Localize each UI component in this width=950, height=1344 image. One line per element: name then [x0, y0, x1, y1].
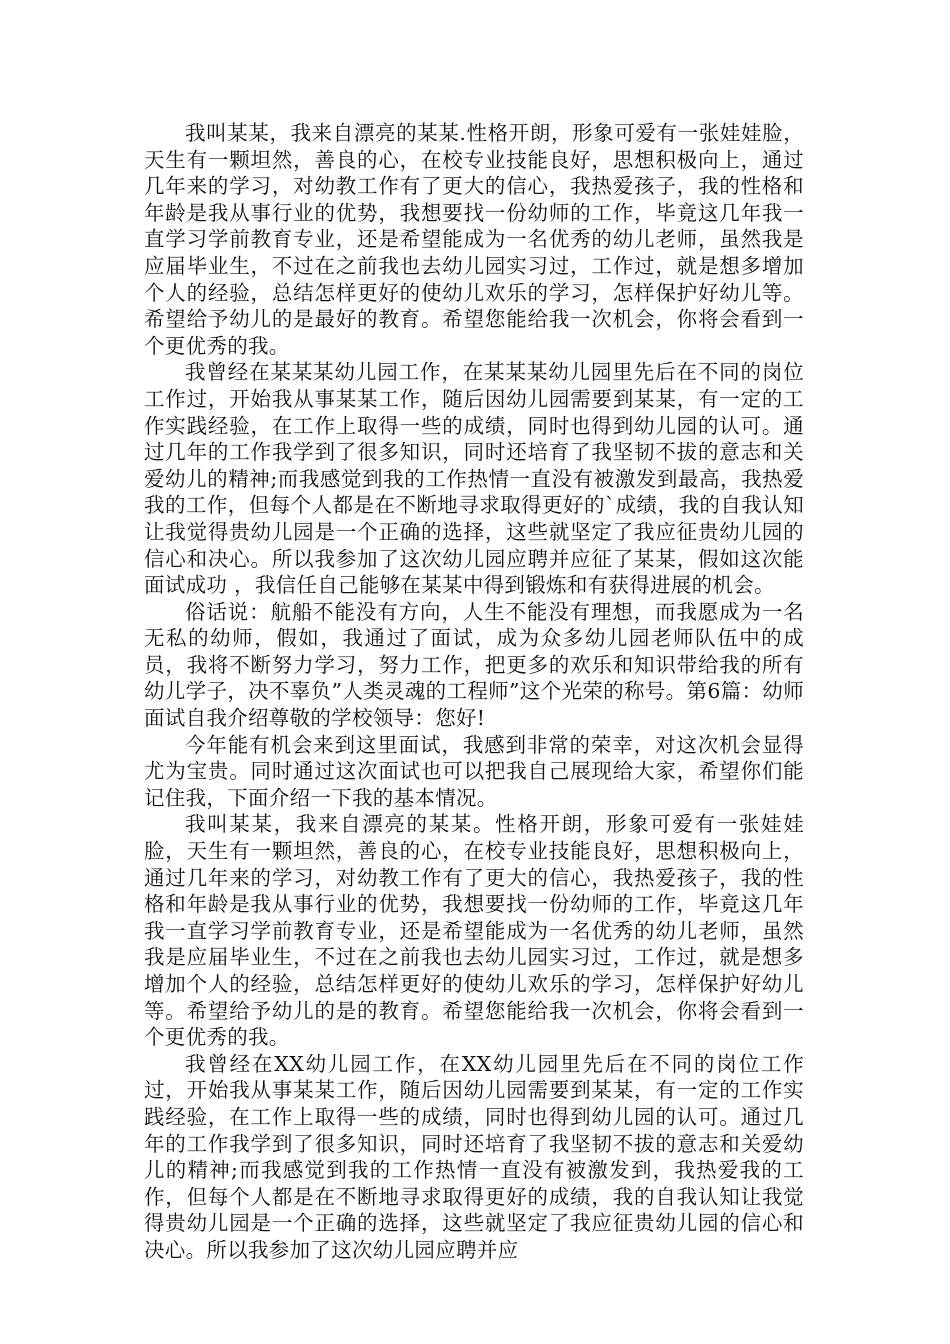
paragraph-self-intro: 我叫某某，我来自漂亮的某某.性格开朗，形象可爱有一张娃娃脸，天生有一颗坦然，善良的心，在校专业技能良好，思想积极向上，通过几年来的学习，对幼教工作有了更大的信心，我热爱孩子，我的性格和年龄是我从事行业的优势，我想要找一份幼师的工作，毕竟这几年我一直学习学前教育专业，还是希望能成为一名优秀的幼儿老师，虽然我是应届毕业生，不过在之前我也去幼儿园实习过，工作过，就是想多增加个人的经验，总结怎样更好的使幼儿欢乐的学习，怎样保护好幼儿等。希望给予幼儿的是最好的教育。希望您能给我一次机会，你将会看到一个更优秀的我。	[144, 121, 804, 358]
paragraph-aspiration: 俗话说：航船不能没有方向，人生不能没有理想，而我愿成为一名无私的幼师，假如，我通过了面试，成为众多幼儿园老师队伍中的成员，我将不断努力学习，努力工作，把更多的欢乐和知识带给我的所有幼儿学子，决不辜负”人类灵魂的工程师”这个光荣的称号。第6篇：幼师面试自我介绍尊敬的学校领导：您好!	[144, 599, 804, 731]
paragraph-opening-remarks: 今年能有机会来到这里面试，我感到非常的荣幸，对这次机会显得尤为宝贵。同时通过这次面试也可以把我自己展现给大家，希望你们能记住我，下面介绍一下我的基本情况。	[144, 732, 804, 810]
paragraph-self-intro-repeat: 我叫某某，我来自漂亮的某某。性格开朗，形象可爱有一张娃娃脸，天生有一颗坦然，善良的心，在校专业技能良好，思想积极向上，通过几年来的学习，对幼教工作有了更大的信心，我热爱孩子，我的性格和年龄是我从事行业的优势，我想要找一份幼师的工作，毕竟这几年我一直学习学前教育专业，还是希望能成为一名优秀的幼儿老师，虽然我是应届毕业生，不过在之前我也去幼儿园实习过，工作过，就是想多增加个人的经验，总结怎样更好的使幼儿欢乐的学习，怎样保护好幼儿等。希望给予幼儿的是的教育。希望您能给我一次机会，你将会看到一个更优秀的我。	[144, 812, 804, 1050]
paragraph-work-experience-repeat: 我曾经在XX幼儿园工作，在XX幼儿园里先后在不同的岗位工作过，开始我从事某某工作，随后因幼儿园需要到某某，有一定的工作实践经验，在工作上取得一些的成绩，同时也得到幼儿园的认可。通过几年的工作我学到了很多知识，同时还培育了我坚韧不拔的意志和关爱幼儿的精神;而我感觉到我的工作热情一直没有被激发到，我热爱我的工作，但每个人都是在不断地寻求取得更好的成绩，我的自我认知让我觉得贵幼儿园是一个正确的选择，这些就坚定了我应征贵幼儿园的信心和决心。所以我参加了这次幼儿园应聘并应	[144, 1051, 804, 1262]
paragraph-work-experience: 我曾经在某某某幼儿园工作，在某某某幼儿园里先后在不同的岗位工作过，开始我从事某某工作，随后因幼儿园需要到某某，有一定的工作实践经验，在工作上取得一些的成绩，同时也得到幼儿园的认可。通过几年的工作我学到了很多知识，同时还培育了我坚韧不拔的意志和关爱幼儿的精神;而我感觉到我的工作热情一直没有被激发到最高，我热爱我的工作，但每个人都是在不断地寻求取得更好的`成绩，我的自我认知让我觉得贵幼儿园是一个正确的选择，这些就坚定了我应征贵幼儿园的信心和决心。所以我参加了这次幼儿园应聘并应征了某某，假如这次能面试成功 ，我信任自己能够在某某中得到锻炼和有获得进展的机会。	[144, 360, 804, 598]
document-body	[144, 120, 804, 1264]
